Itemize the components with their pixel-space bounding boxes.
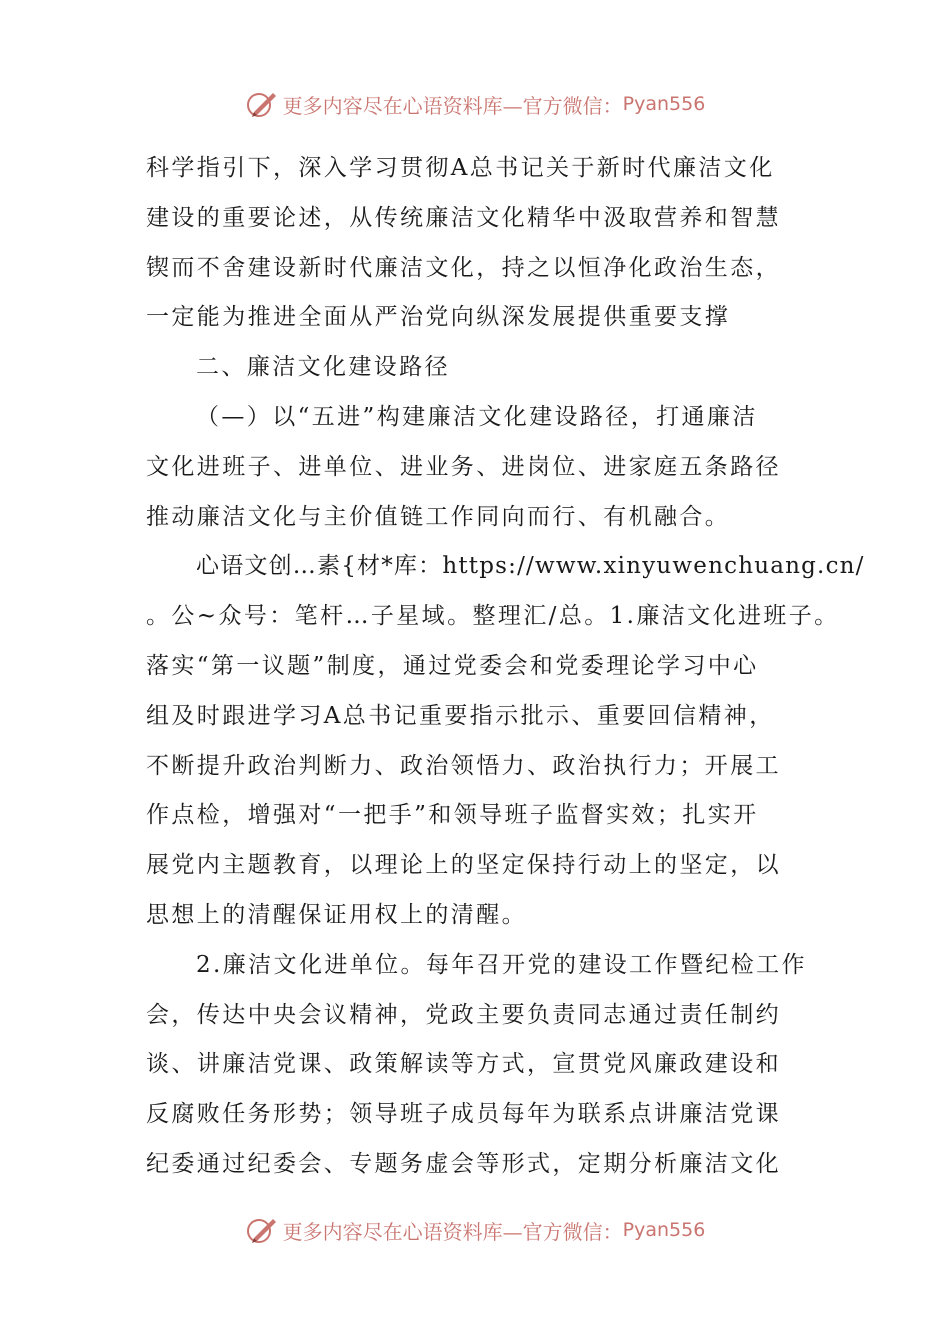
text-line: 谈、讲廉洁党课、政策解读等方式，宣贯党风廉政建设和 <box>146 1051 781 1078</box>
text-line: 会，传达中央会议精神，党政主要负责同志通过责任制约 <box>146 1001 781 1028</box>
text-line-url: 心语文创…素{材*库：https://www.xinyuwenchuang.cn/ <box>196 553 865 580</box>
text-line: 思想上的清醒保证用权上的清醒。 <box>146 901 527 928</box>
text-line: 作点检，增强对“一把手”和领导班子监督实效；扎实开 <box>146 802 759 829</box>
banner-text: 更多内容尽在心语资料库—官方微信： <box>282 93 623 118</box>
banner-wechat-id: Pyan556 <box>622 93 706 115</box>
text-line: 组及时跟进学习A总书记重要指示批示、重要回信精神， <box>146 702 775 729</box>
text-line: 纪委通过纪委会、专题务虚会等形式，定期分析廉洁文化 <box>146 1150 781 1177</box>
text-line: 展党内主题教育，以理论上的坚定保持行动上的坚定，以 <box>146 852 781 879</box>
text-line: 文化进班子、进单位、进业务、进岗位、进家庭五条路径 <box>146 453 781 480</box>
pen-logo-icon <box>245 87 279 121</box>
pen-logo-icon <box>245 1213 279 1247</box>
text-line: 建设的重要论述，从传统廉洁文化精华中汲取营养和智慧 <box>146 204 781 231</box>
text-line: （—）以“五进”构建廉洁文化建设路径，打通廉洁 <box>196 403 758 430</box>
section-heading: 二、廉洁文化建设路径 <box>196 354 450 381</box>
text-line: 推动廉洁文化与主价值链工作同向而行、有机融合。 <box>146 503 731 530</box>
text-line: 锲而不舍建设新时代廉洁文化，持之以恒净化政治生态， <box>146 254 781 281</box>
banner-wechat-id: Pyan556 <box>622 1219 706 1241</box>
banner-text: 更多内容尽在心语资料库—官方微信： <box>282 1219 623 1244</box>
text-line: 。公~众号：笔杆…子星域。整理汇/总。1.廉洁文化进班子。 <box>146 603 840 630</box>
text-line: 反腐败任务形势；领导班子成员每年为联系点讲廉洁党课 <box>146 1101 781 1128</box>
document-body <box>146 144 865 1190</box>
header-banner <box>0 84 950 124</box>
text-line: 科学指引下，深入学习贯彻A总书记关于新时代廉洁文化 <box>146 155 775 181</box>
text-line: 落实“第一议题”制度，通过党委会和党委理论学习中心 <box>146 652 759 679</box>
footer-banner <box>0 1210 950 1250</box>
text-line: 一定能为推进全面从严治党向纵深发展提供重要支撑 <box>146 304 731 331</box>
text-line: 2.廉洁文化进单位。每年召开党的建设工作暨纪检工作 <box>196 951 807 978</box>
text-line: 不断提升政治判断力、政治领悟力、政治执行力；开展工 <box>146 752 781 779</box>
